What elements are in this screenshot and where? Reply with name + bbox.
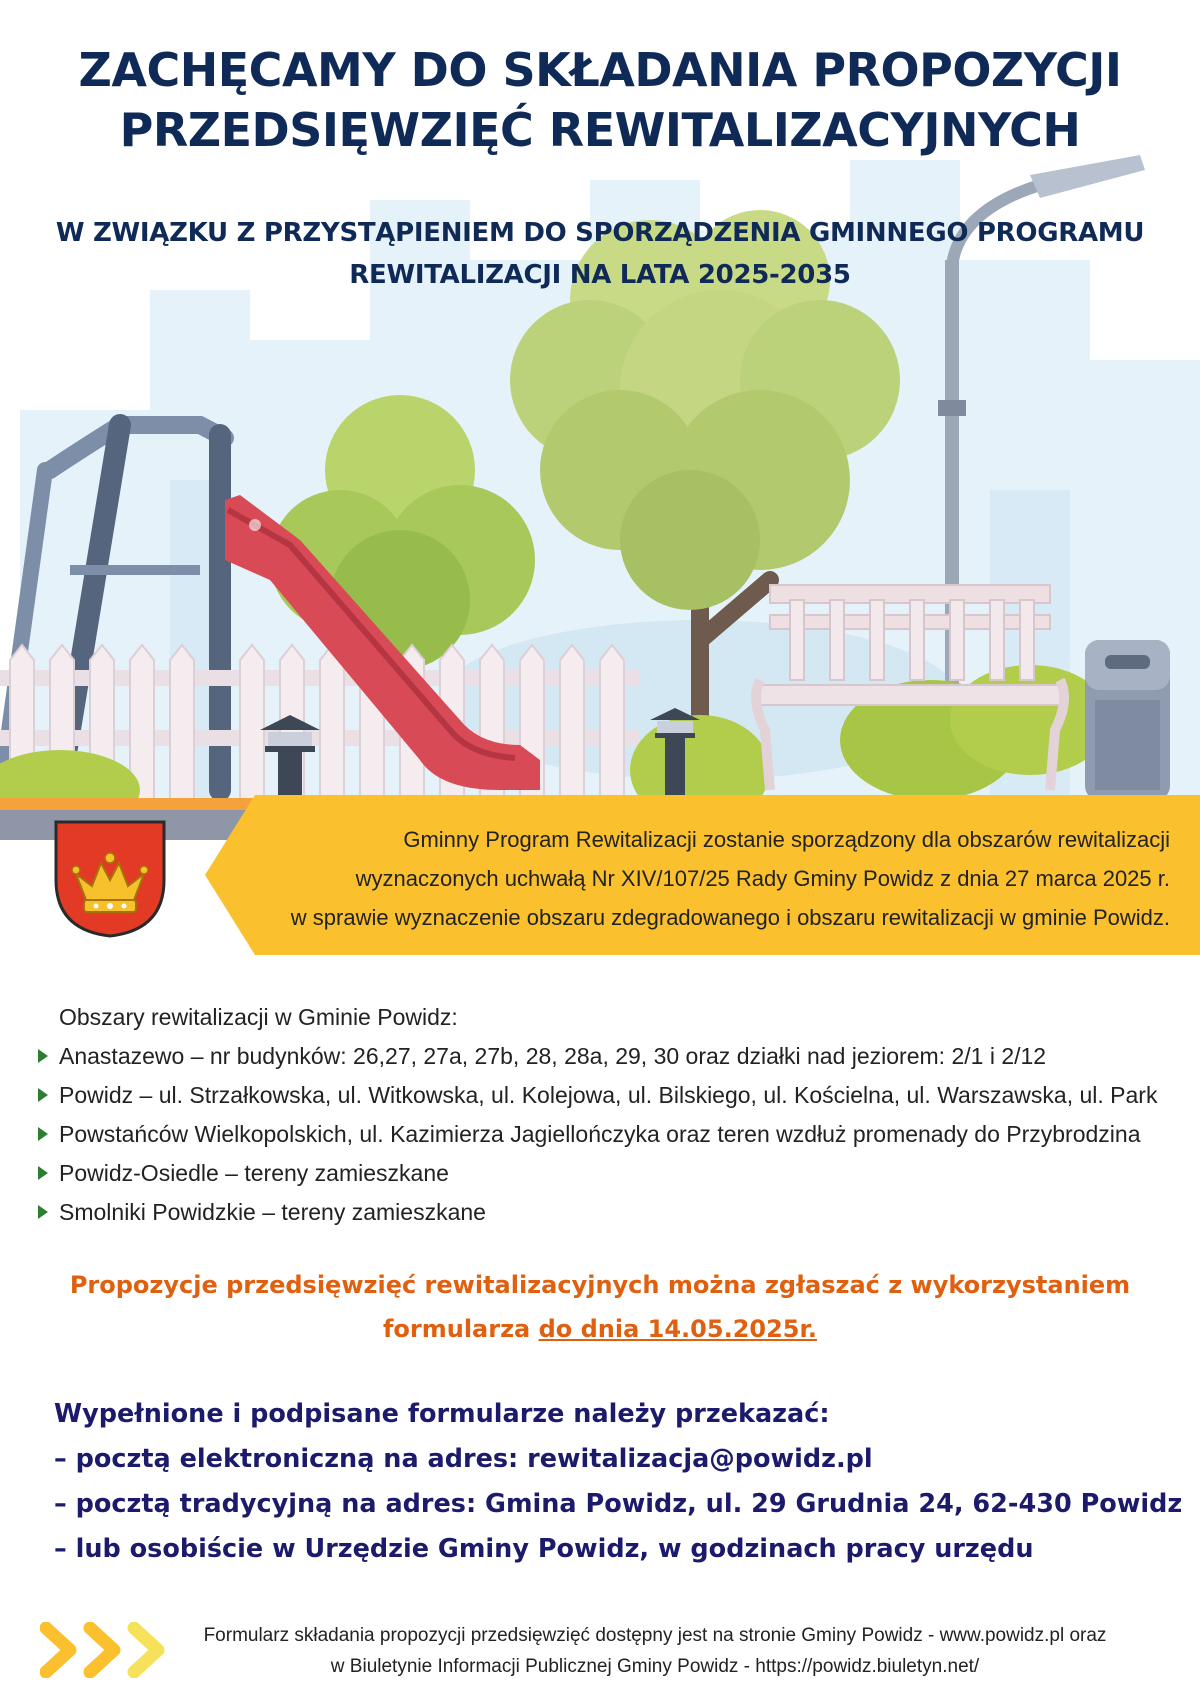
list-item (36, 1037, 1176, 1076)
banner-line-3: w sprawie wyznaczenie obszaru zdegradowanego i obszaru rewitalizacji w gminie Powidz. (290, 905, 1170, 930)
footer-line-1: Formularz składania propozycji przedsięwzięć dostępny jest na stronie Gminy Powidz - www.powidz.pl oraz (203, 1625, 1107, 1646)
page-subtitle (40, 212, 1160, 296)
banner-line-2: wyznaczonych uchwałą Nr XIV/107/25 Rady Gminy Powidz z dnia 27 marca 2025 r. (355, 866, 1170, 891)
chevron-right-icon (36, 1037, 59, 1076)
submission-item-in-person: – lub osobiście w Urzędzie Gminy Powidz, w godzinach pracy urzędu (54, 1534, 1034, 1564)
title-line-1: ZACHĘCAMY DO SKŁADANIA PROPOZYCJI (78, 43, 1122, 97)
list-item-text: Powidz-Osiedle – tereny zamieszkane (59, 1160, 449, 1186)
proposals-line-2 (60, 1307, 1140, 1351)
footer-line-2: w Biuletynie Informacji Publicznej Gminy Powidz - https://powidz.biuletyn.net/ (330, 1656, 980, 1677)
list-item-text: Smolniki Powidzkie – tereny zamieszkane (59, 1199, 486, 1225)
submission-instructions (54, 1392, 1183, 1572)
chevron-right-icon (36, 1154, 59, 1193)
submission-heading: Wypełnione i podpisane formularze należy przekazać: (54, 1399, 830, 1429)
proposals-notice (60, 1263, 1140, 1351)
chevron-right-icon (36, 1193, 59, 1232)
submission-item-email: – pocztą elektroniczną na adres: rewitalizacja@powidz.pl (54, 1444, 873, 1474)
list-item-text: Powstańców Wielkopolskich, ul. Kazimierza Jagiellończyka oraz teren wzdłuż promenady do Przybrodzina (59, 1121, 1141, 1147)
banner-text (250, 820, 1170, 937)
list-item (36, 1115, 1176, 1154)
submission-item-post: – pocztą tradycyjną na adres: Gmina Powidz, ul. 29 Grudnia 24, 62-430 Powidz (54, 1489, 1183, 1519)
deadline: do dnia 14.05.2025r. (538, 1315, 818, 1343)
list-item-text: Powidz – ul. Strzałkowska, ul. Witkowska, ul. Kolejowa, ul. Bilskiego, ul. Kościelna, ul. Warszawska, ul. Park (59, 1082, 1158, 1108)
revitalization-areas (36, 998, 1176, 1232)
banner-line-1: Gminny Program Rewitalizacji zostanie sporządzony dla obszarów rewitalizacji (403, 827, 1170, 852)
proposals-line-1: Propozycje przedsięwzięć rewitalizacyjnych można zgłaszać z wykorzystaniem (69, 1271, 1131, 1299)
list-item (36, 1193, 1176, 1232)
list-item (36, 1154, 1176, 1193)
footer-note (200, 1620, 1110, 1682)
trash-bin (1085, 640, 1170, 800)
chevron-right-icon (36, 1076, 59, 1115)
page-title (0, 40, 1200, 160)
subtitle-line-2: REWITALIZACJI NA LATA 2025-2035 (349, 260, 851, 290)
title-line-2: PRZEDSIĘWZIĘĆ REWITALIZACYJNYCH (119, 103, 1081, 157)
proposals-line-2-prefix: formularza (382, 1315, 539, 1343)
areas-heading: Obszary rewitalizacji w Gminie Powidz: (59, 1004, 458, 1030)
subtitle-line-1: W ZWIĄZKU Z PRZYSTĄPIENIEM DO SPORZĄDZENIA GMINNEGO PROGRAMU (55, 218, 1145, 248)
triple-chevron-icon (40, 1622, 180, 1683)
crown-coat-of-arms-icon (52, 818, 168, 945)
list-item-text: Anastazewo – nr budynków: 26,27, 27a, 27b, 28, 28a, 29, 30 oraz działki nad jeziorem: 2/1 i 2/12 (59, 1043, 1047, 1069)
list-item (36, 1076, 1176, 1115)
chevron-right-icon (36, 1115, 59, 1154)
